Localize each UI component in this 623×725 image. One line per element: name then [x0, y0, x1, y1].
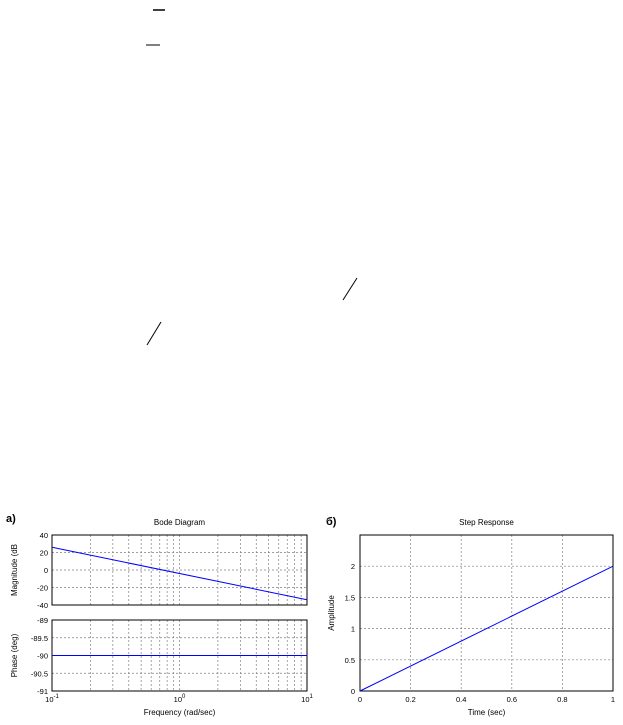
y-tick-label: -20	[37, 583, 48, 593]
x-tick-base: 10	[45, 695, 54, 704]
bode-subplot-magnitude	[10, 531, 307, 610]
x-tick-exponent: 1	[309, 694, 313, 700]
x-tick-base: 10	[301, 695, 310, 704]
x-tick-label: 1	[610, 695, 616, 704]
x-tick-label	[45, 694, 59, 704]
step-title: Step Response	[459, 518, 514, 527]
y-tick-label: 0.5	[344, 655, 355, 665]
y-tick-label: 2	[350, 562, 355, 572]
decorative-strokes	[0, 0, 623, 360]
x-tick-base: 10	[173, 695, 182, 704]
y-axis-label: Phase (deg)	[10, 633, 19, 678]
y-tick-label: -40	[37, 601, 48, 610]
slash-stroke-1	[343, 278, 357, 300]
y-tick-label: -89	[37, 616, 48, 625]
y-tick-label: 0	[350, 687, 355, 696]
x-tick-label: 0.8	[557, 695, 568, 704]
y-tick-label: -89.5	[30, 633, 48, 643]
bode-subplot-phase	[10, 616, 307, 696]
y-tick-label: -91	[37, 687, 48, 696]
panel-label-a: а)	[6, 513, 16, 525]
slash-stroke-2	[147, 322, 161, 345]
y-tick-label: -90.5	[30, 669, 48, 679]
bode-diagram-chart	[0, 507, 320, 725]
plot-area	[360, 535, 613, 691]
y-tick-label: 1	[350, 624, 355, 634]
y-tick-label: -90	[37, 651, 48, 661]
x-tick-label: 0	[357, 695, 363, 704]
x-tick-exponent: -1	[53, 694, 59, 700]
y-tick-label: 40	[39, 531, 48, 540]
x-axis-label: Time (sec)	[467, 708, 506, 717]
x-tick-label	[301, 694, 313, 704]
step-response-chart	[320, 507, 623, 725]
panel-label-b: б)	[326, 516, 337, 528]
x-axis-label: Frequency (rad/sec)	[143, 708, 216, 717]
bode-title: Bode Diagram	[153, 518, 206, 527]
y-axis-label: Magnitude (dB	[10, 543, 19, 597]
x-tick-exponent: 0	[182, 694, 186, 700]
x-tick-label: 0.2	[405, 695, 416, 704]
x-tick-label	[174, 694, 186, 704]
x-tick-label: 0.6	[506, 695, 518, 704]
y-tick-label: 1.5	[344, 593, 355, 603]
x-tick-label: 0.4	[455, 695, 467, 704]
y-tick-label: 0	[43, 566, 48, 575]
y-axis-label: Amplitude	[327, 595, 336, 631]
y-tick-label: 20	[39, 548, 48, 558]
